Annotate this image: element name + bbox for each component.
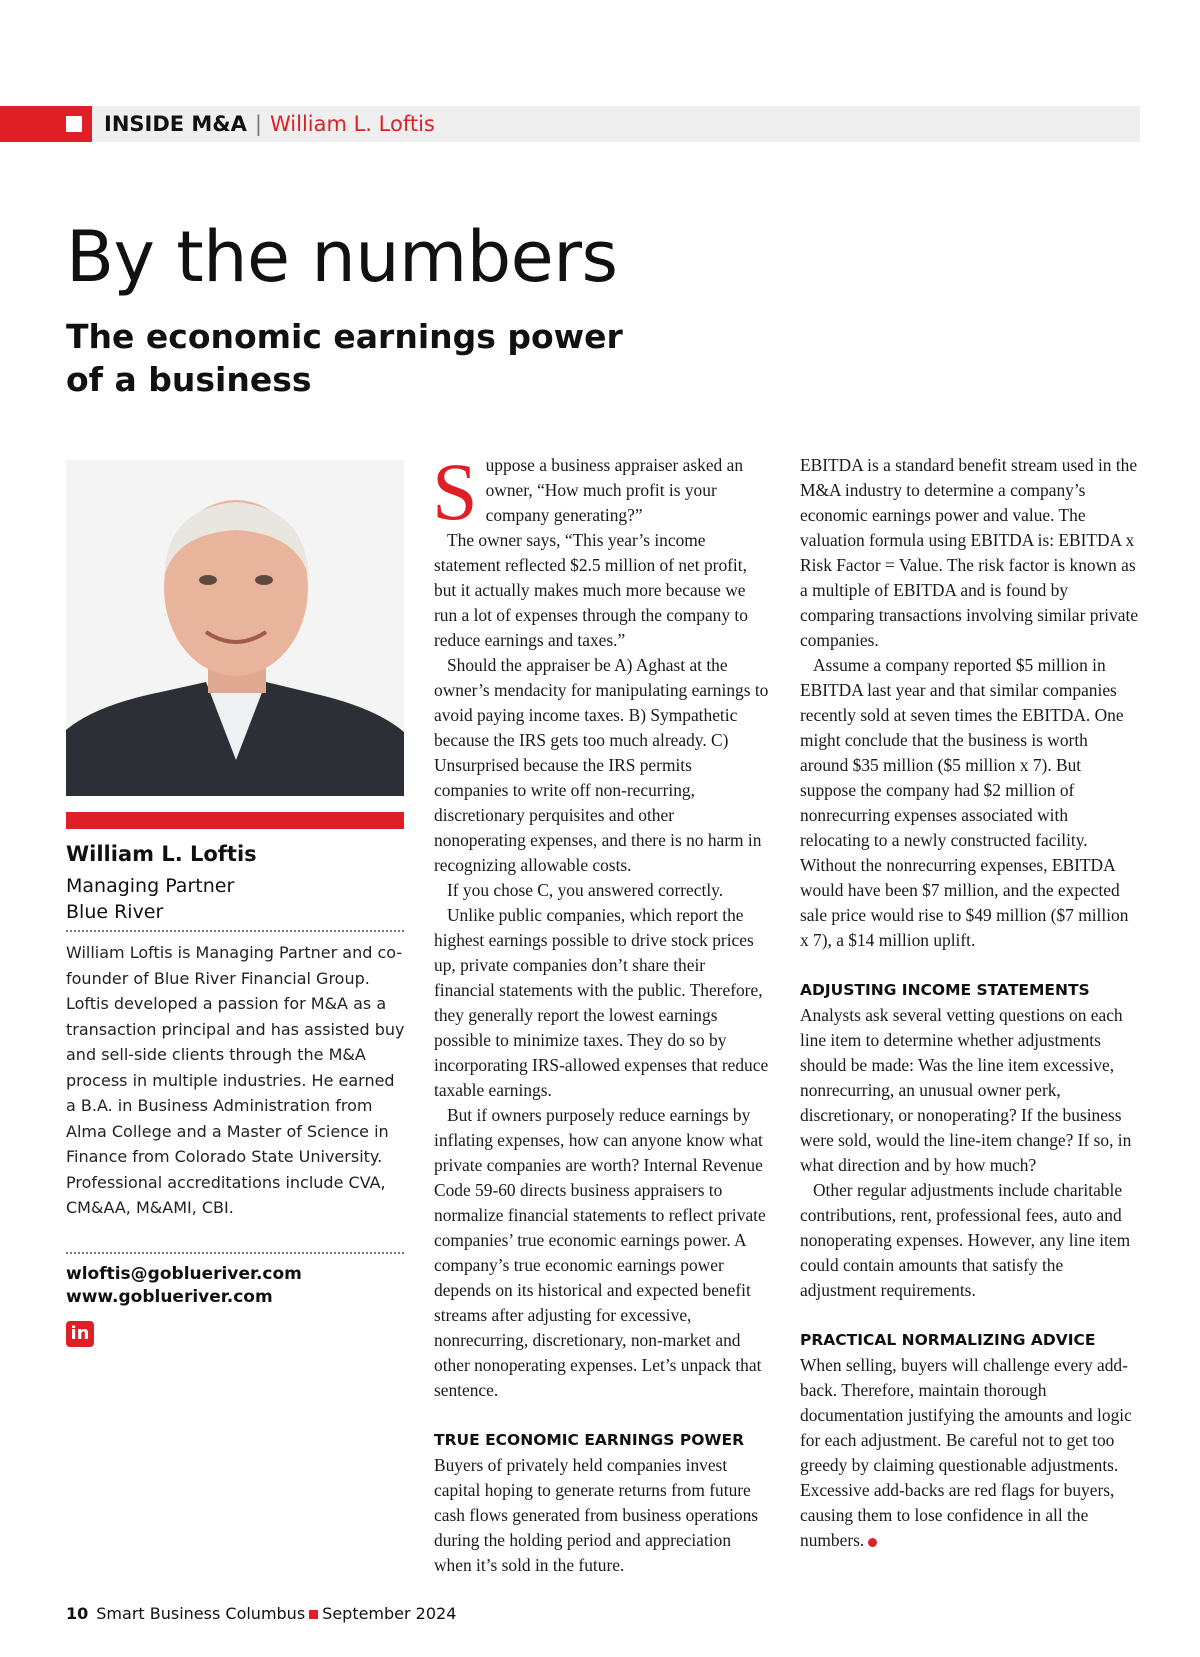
article-column-2	[800, 453, 1140, 1553]
section-header-text	[104, 106, 435, 142]
article-paragraph: Buyers of privately held companies invest capital hoping to generate returns from future cash flows generated from business operations during the holding period and appreciation when it’s sold in the future.	[434, 1455, 759, 1575]
section-label: INSIDE M&A	[104, 112, 247, 136]
author-bio: William Loftis is Managing Partner and co-founder of Blue River Financial Group. Loftis developed a passion for M&A as a transaction principal and has assisted buy and sell-side clients through the M&A process in multiple industries. He earned a B.A. in Business Administration from Alma College and a Master of Science in Finance from Colorado State University. Professional accreditations include CVA, CM&AA, M&AMI, CBI.	[66, 943, 405, 1217]
author-title: Managing Partner	[66, 875, 235, 897]
footer-square-icon	[309, 1610, 318, 1619]
end-mark-icon	[868, 1538, 877, 1547]
article-paragraph: Other regular adjustments include charitable contributions, rent, professional fees, auto and nonoperating expenses. However, any line item could contain amounts that satisfy the adjustment requirements.	[800, 1180, 1131, 1300]
page-footer	[66, 1604, 456, 1623]
section-separator: |	[254, 112, 262, 136]
issue-date: September 2024	[322, 1604, 457, 1623]
section-author: William L. Loftis	[269, 112, 435, 136]
section-header-band	[0, 106, 1140, 142]
article-paragraph: Analysts ask several vetting questions on each line item to determine whether adjustments should be made: Was the line item excessive, nonrecurring, an unusual owner perk, discretionary, or nonoperating? If the business were sold, would the line-item change? If so, in what direction and by how much?	[800, 1005, 1132, 1175]
linkedin-icon[interactable]: in	[66, 1321, 94, 1347]
page-title: By the numbers	[66, 216, 618, 298]
article-paragraph: EBITDA is a standard benefit stream used in the M&A industry to determine a company’s economic earnings power and value. The valuation formula using EBITDA is: EBITDA x Risk Factor = Value. The risk factor is known as a multiple of EBITDA and is found by comparing transactions involving similar private companies.	[800, 455, 1139, 650]
section-heading-adjusting: ADJUSTING INCOME STATEMENTS	[800, 981, 1090, 999]
article-paragraph: The owner says, “This year’s income statement reflected $2.5 million of net profit, but it actually makes much more because we run a lot of expenses through the company to reduce earnings and taxes.”	[434, 530, 748, 650]
section-heading-practical: PRACTICAL NORMALIZING ADVICE	[800, 1331, 1096, 1349]
publication-name: Smart Business Columbus	[96, 1604, 306, 1623]
page-subtitle: The economic earnings power of a business	[66, 317, 623, 399]
page-number: 10	[66, 1604, 89, 1623]
section-accent-block	[0, 106, 92, 142]
author-email-link[interactable]: wloftis@goblueriver.com	[66, 1264, 302, 1284]
photo-accent-bar	[66, 812, 404, 829]
article-column-1	[432, 446, 770, 1578]
author-photo	[66, 460, 404, 796]
drop-cap: S	[432, 446, 478, 537]
article-paragraph: Suppose a business appraiser asked an owner, “How much profit is your company generating?”	[432, 446, 744, 537]
author-portrait-image	[66, 460, 404, 796]
author-company: Blue River	[66, 901, 164, 923]
section-square-icon	[66, 116, 82, 132]
article-paragraph: If you chose C, you answered correctly.	[447, 880, 724, 900]
article-paragraph: Should the appraiser be A) Aghast at the owner’s mendacity for manipulating earnings to avoid paying income taxes. B) Sympathetic because the IRS gets too much already. C) Unsurprised because the IRS permits companies to write off non-recurring, discretionary perquisites and other nonoperating expenses, and there is no harm in recognizing allowable costs.	[434, 655, 769, 875]
article-paragraph: When selling, buyers will challenge every add-back. Therefore, maintain thorough documentation justifying the amounts and logic for each adjustment. Be careful not to get too greedy by claiming questionable adjustments. Excessive add-backs are red flags for buyers, causing them to lose confidence in all the numbers.	[800, 1355, 1132, 1550]
bio-divider-bottom	[66, 1252, 404, 1254]
article-paragraph: Assume a company reported $5 million in EBITDA last year and that similar companies recently sold at seven times the EBITDA. One might conclude that the business is worth around $35 million ($5 million x 7). But suppose the company had $2 million of nonrecurring expenses associated with relocating to a newly constructed facility. Without the nonrecurring expenses, EBITDA would have been $7 million, and the expected sale price would rise to $49 million ($7 million x 7), a $14 million uplift.	[800, 655, 1129, 950]
article-paragraph: But if owners purposely reduce earnings by inflating expenses, how can anyone know what private companies are worth? Internal Revenue Code 59-60 directs business appraisers to normalize financial statements to reflect private companies’ true economic earnings power. A company’s true economic earnings power depends on its historical and expected benefit streams after adjusting for excessive, nonrecurring, discretionary, non-market and other nonoperating expenses. Let’s unpack that sentence.	[434, 1105, 766, 1400]
article-paragraph: Unlike public companies, which report the highest earnings possible to drive stock prices up, private companies don’t share their financial statements with the public. Therefore, they generally report the lowest earnings possible to minimize taxes. They do so by incorporating IRS-allowed expenses that reduce taxable earnings.	[434, 905, 769, 1100]
author-role	[66, 873, 234, 925]
author-name: William L. Loftis	[66, 842, 257, 866]
author-website-link[interactable]: www.goblueriver.com	[66, 1287, 273, 1307]
bio-divider-top	[66, 930, 404, 932]
section-heading-true-earnings: TRUE ECONOMIC EARNINGS POWER	[434, 1431, 744, 1449]
author-contact	[66, 1263, 302, 1309]
